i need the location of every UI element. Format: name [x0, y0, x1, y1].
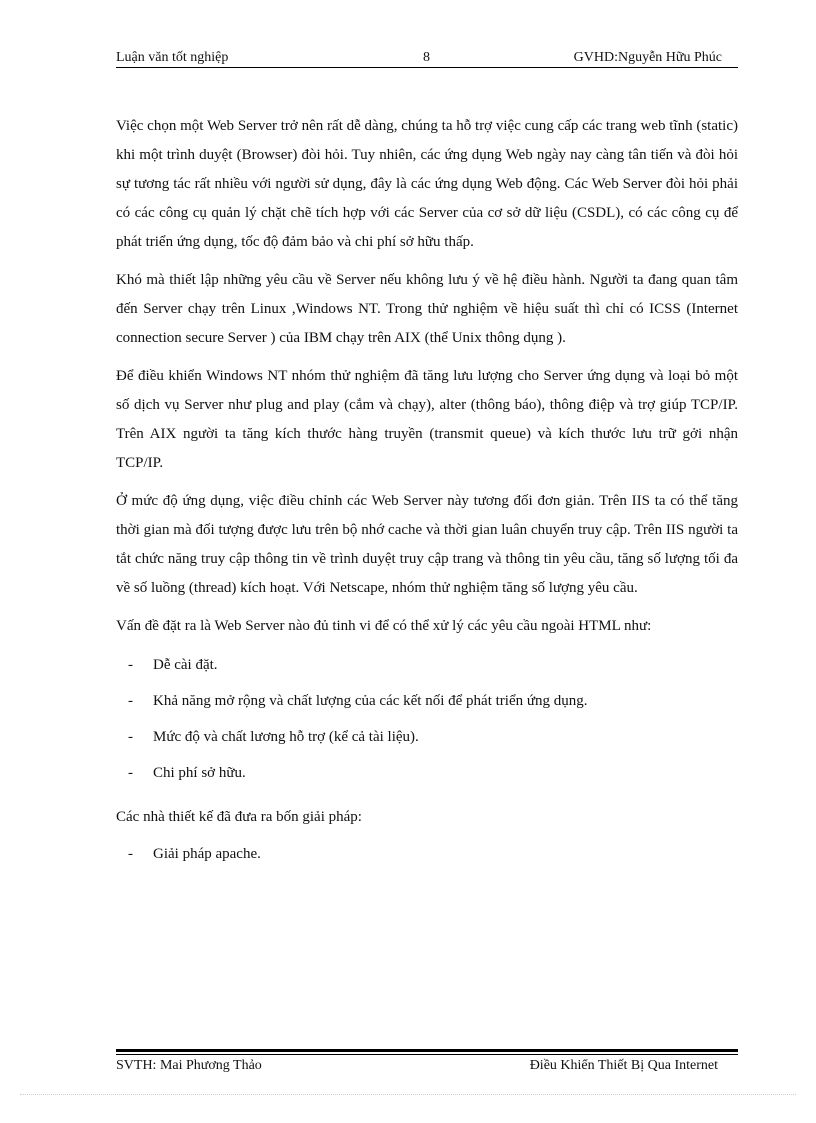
footer-rule-thin: [116, 1054, 738, 1055]
paragraph-1: Việc chọn một Web Server trở nên rất dễ dàng, chúng ta hỗ trợ việc cung cấp các trang web tĩnh (static) khi một trình duyệt (Browser) đòi hỏi. Tuy nhiên, các ứng dụng Web ngày nay càng tân tiến và đòi hỏi sự tương tác rất nhiều với người sử dụng, đây là các ứng dụng Web động. Các Web Server đòi hỏi phải có các công cụ quản lý chặt chẽ tích hợp với các Server của cơ sở dữ liệu (CSDL), có các công cụ để phát triển ứng dụng, tốc độ đảm bảo và chi phí sở hữu thấp.: [116, 118, 738, 250]
paragraph-5: Vấn đề đặt ra là Web Server nào đủ tinh vi để có thể xử lý các yêu cầu ngoài HTML như:: [116, 618, 652, 634]
list-item: [116, 688, 738, 715]
paragraph-3: Để điều khiển Windows NT nhóm thử nghiệm đã tăng lưu lượng cho Server ứng dụng và loại bỏ một số dịch vụ Server như plug and play (cắm và chạy), alter (thông báo), thông điệp và trợ giúp TCP/IP. Trên AIX người ta tăng kích thước hàng truyền (transmit queue) và kích thước lưu trữ gởi nhận TCP/IP.: [116, 368, 738, 471]
header-rule: [116, 67, 738, 68]
list-item-text: Dễ cài đặt.: [153, 657, 218, 673]
list-dash: -: [128, 846, 133, 862]
solution-item-text: Giải pháp apache.: [153, 846, 261, 862]
header-thesis-label: Luận văn tốt nghiệp: [116, 50, 229, 65]
footer-student: SVTH: Mai Phương Thảo: [116, 1058, 262, 1073]
paragraph-2: Khó mà thiết lập những yêu cầu về Server nếu không lưu ý về hệ điều hành. Người ta đang quan tâm đến Server chạy trên Linux ,Windows NT. Trong thử nghiệm về hiệu suất thì chỉ có ICSS (Internet connection secure Server ) của IBM chạy trên AIX (thể Unix thông dụng ).: [116, 272, 738, 346]
list-dash: -: [128, 765, 133, 781]
paragraph-4: Ở mức độ ứng dụng, việc điều chỉnh các Web Server này tương đối đơn giản. Trên IIS ta có thể tăng thời gian mà đối tượng được lưu trên bộ nhớ cache và thời gian luân chuyển truy cập. Trên IIS người ta tắt chức năng truy cập thông tin về trình duyệt truy cập trang và thông tin yêu cầu, tăng số lượng tối đa về số luồng (thread) kích hoạt. Với Netscape, nhóm thử nghiệm tăng số lượng yêu cầu.: [116, 493, 738, 596]
list-item: [116, 652, 738, 679]
page-edge-dotted-line: [20, 1094, 796, 1095]
list-item: [116, 760, 738, 787]
header-advisor: GVHD:Nguyễn Hữu Phúc: [573, 50, 722, 65]
list-dash: -: [128, 657, 133, 673]
page-number: 8: [423, 50, 430, 65]
page-header: [116, 50, 730, 68]
list-dash: -: [128, 693, 133, 709]
page-footer: [116, 1058, 730, 1076]
list-item-text: Mức độ và chất lương hỗ trợ (kể cả tài liệu).: [153, 729, 419, 745]
solution-item: [116, 841, 738, 868]
document-body: [116, 112, 738, 877]
footer-rule-thick: [116, 1049, 738, 1052]
list-dash: -: [128, 729, 133, 745]
list-item-text: Khả năng mở rộng và chất lượng của các kết nối để phát triển ứng dụng.: [153, 693, 588, 709]
list-item: [116, 724, 738, 751]
solutions-intro: Các nhà thiết kế đã đưa ra bốn giải pháp:: [116, 809, 362, 825]
footer-thesis-title: Điều Khiển Thiết Bị Qua Internet: [529, 1058, 718, 1073]
list-item-text: Chi phí sở hữu.: [153, 765, 246, 781]
